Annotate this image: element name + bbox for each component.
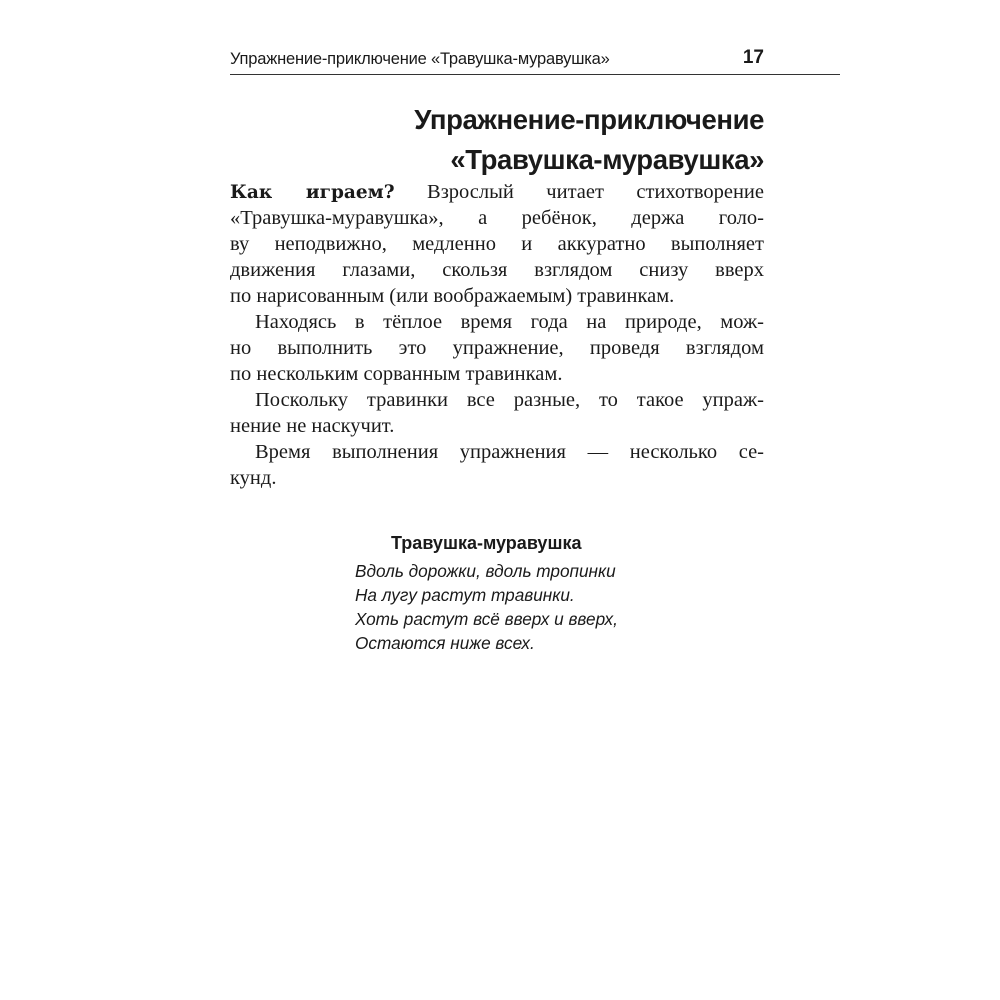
section-heading xyxy=(230,100,764,180)
paragraph-4-line-2: кунд. xyxy=(230,467,277,489)
paragraph-4-line-1: Время выполнения упражнения — несколько се- xyxy=(255,441,764,463)
paragraph-1-line-1 xyxy=(230,179,764,205)
body-text xyxy=(230,179,764,491)
paragraph-3-line-1: Поскольку травинки все разные, то такое упраж- xyxy=(255,389,764,411)
paragraph-1-line-1-text: Взрослый читает стихотворение xyxy=(394,181,764,203)
section-heading-line-1: Упражнение-приключение xyxy=(414,104,764,135)
paragraph-2-line-1: Находясь в тёплое время года на природе, мож- xyxy=(255,311,764,333)
page-number: 17 xyxy=(742,47,764,68)
paragraph-1-line-4: движения глазами, скользя взглядом снизу вверх xyxy=(230,259,764,281)
running-header-title: Упражнение-приключение «Травушка-муравушка» xyxy=(230,50,610,68)
paragraph-lead: Как играем? xyxy=(230,182,395,203)
running-header xyxy=(230,48,840,75)
poem-line: На лугу растут травинки. xyxy=(355,585,575,605)
paragraph-2-line-2: но выполнить это упражнение, проведя взглядом xyxy=(230,337,764,359)
paragraph-1-line-3: ву неподвижно, медленно и аккуратно выполняет xyxy=(230,233,764,255)
poem-line: Остаются ниже всех. xyxy=(355,633,535,653)
poem-lines xyxy=(355,559,675,655)
book-page xyxy=(230,40,840,980)
poem-title: Травушка-муравушка xyxy=(391,533,582,553)
section-heading-line-2: «Травушка-муравушка» xyxy=(450,144,764,175)
paragraph-1-line-5: по нарисованным (или воображаемым) травинкам. xyxy=(230,285,675,307)
paragraph-1-line-2: «Травушка-муравушка», а ребёнок, держа голо- xyxy=(230,207,764,229)
poem-line: Хоть растут всё вверх и вверх, xyxy=(355,609,618,629)
poem-line: Вдоль дорожки, вдоль тропинки xyxy=(355,561,616,581)
paragraph-3-line-2: нение не наскучит. xyxy=(230,415,395,437)
poem xyxy=(355,530,675,655)
paragraph-2-line-3: по нескольким сорванным травинкам. xyxy=(230,363,563,385)
